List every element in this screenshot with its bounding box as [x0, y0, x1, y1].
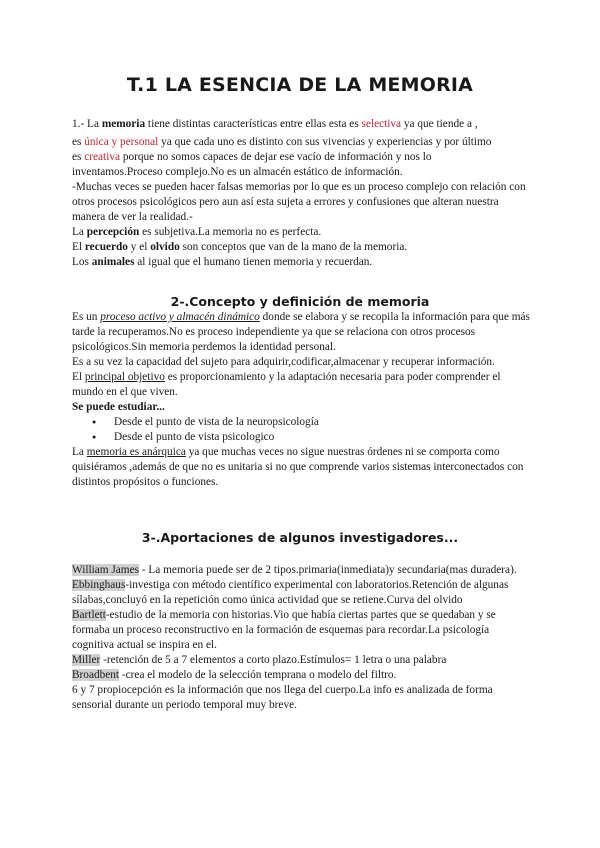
- paragraph: Es un proceso activo y almacén dinámico donde se elabora y se recopila la información para que más tarde la recuperamos.No es proceso independiente ya que se relaciona con otros procesos psicológicos.Sin memoria perdemos la identidad personal.: [72, 311, 530, 353]
- researcher-entry: William James - La memoria puede ser de 2 tipos.primaria(inmediata)y secundaria(mas duradera).: [72, 564, 517, 576]
- researcher-entry: Broadbent -crea el modelo de la selección temprana o modelo del filtro.: [72, 669, 397, 681]
- paragraph: La percepción es subjetiva.La memoria no es perfecta.: [72, 226, 322, 238]
- paragraph: La memoria es anárquica ya que muchas veces no sigue nuestras órdenes ni se comporta como quisiéramos ,además de que no es unitaria si no que comprende varios sistemas interconectados con distintos propósitos o funciones.: [72, 446, 524, 488]
- paragraph: -Muchas veces se pueden hacer falsas memorias por lo que es un proceso complejo con relación con otros procesos psicológicos pero aun así esta sujeta a errores y confusiones que alteran nuestra manera de ver la realidad.-: [72, 181, 526, 223]
- researcher-name: Ebbinghaus: [72, 579, 126, 591]
- section-3-heading: 3-.Aportaciones de algunos investigadores...: [141, 530, 459, 545]
- paragraph: es única y personal ya que cada uno es distinto con sus vivencias y experiencias y por último es creativa porque no somos capaces de dejar ese vacío de información y nos lo inventamos.Proceso complejo.No es un almacén estático de información.: [72, 136, 492, 178]
- paragraph: 6 y 7 propiocepción es la información que nos llega del cuerpo.La info es analizada de forma sensorial durante un periodo temporal muy breve.: [72, 684, 493, 711]
- bullet-list: [72, 415, 530, 445]
- section-2-body: [72, 310, 530, 490]
- paragraph: 1.- La memoria tiene distintas características entre ellas esta es selectiva ya que tiende a ,: [72, 118, 478, 130]
- paragraph: El recuerdo y el olvido son conceptos que van de la mano de la memoria.: [72, 241, 408, 253]
- researcher-entry: Ebbinghaus-investiga con método científico experimental con laboratorios.Retención de algunas sílabas,concluyó en la repetición como única actividad que se retiene.Curva del olvido: [72, 579, 509, 606]
- researcher-name: Bartlett: [72, 609, 106, 621]
- paragraph: Los animales al igual que el humano tienen memoria y recuerdan.: [72, 256, 373, 268]
- section-3-body: [72, 563, 530, 713]
- list-item: ● Desde el punto de vista de la neuropsicología: [102, 415, 530, 430]
- researcher-name: Miller: [72, 654, 101, 666]
- list-item: ● Desde el punto de vista psicologico: [102, 430, 530, 445]
- researcher-name: William James: [72, 564, 139, 576]
- researcher-entry: Bartlett-estudio de la memoria con historias.Vio que había ciertas partes que se quedaban y se formaba un proceso reconstructivo en la formación de esquemas para recordar.La psicología cognitiva actual se inspira en el.: [72, 609, 496, 651]
- paragraph: Se puede estudiar...: [72, 401, 165, 413]
- paragraph: El principal objetivo es proporcionamiento y la adaptación necesaria para poder comprender el mundo en el que viven.: [72, 371, 501, 398]
- paragraph: Es a su vez la capacidad del sujeto para adquirir,codificar,almacenar y recuperar información.: [72, 356, 495, 368]
- researcher-entry: Miller -retención de 5 a 7 elementos a corto plazo.Estímulos= 1 letra o una palabra: [72, 654, 447, 666]
- section-1-body: [72, 117, 530, 270]
- researcher-name: Broadbent: [72, 669, 120, 681]
- section-2-heading: 2-.Concepto y definición de memoria: [170, 294, 430, 309]
- document-title: T.1 LA ESENCIA DE LA MEMORIA: [126, 74, 474, 96]
